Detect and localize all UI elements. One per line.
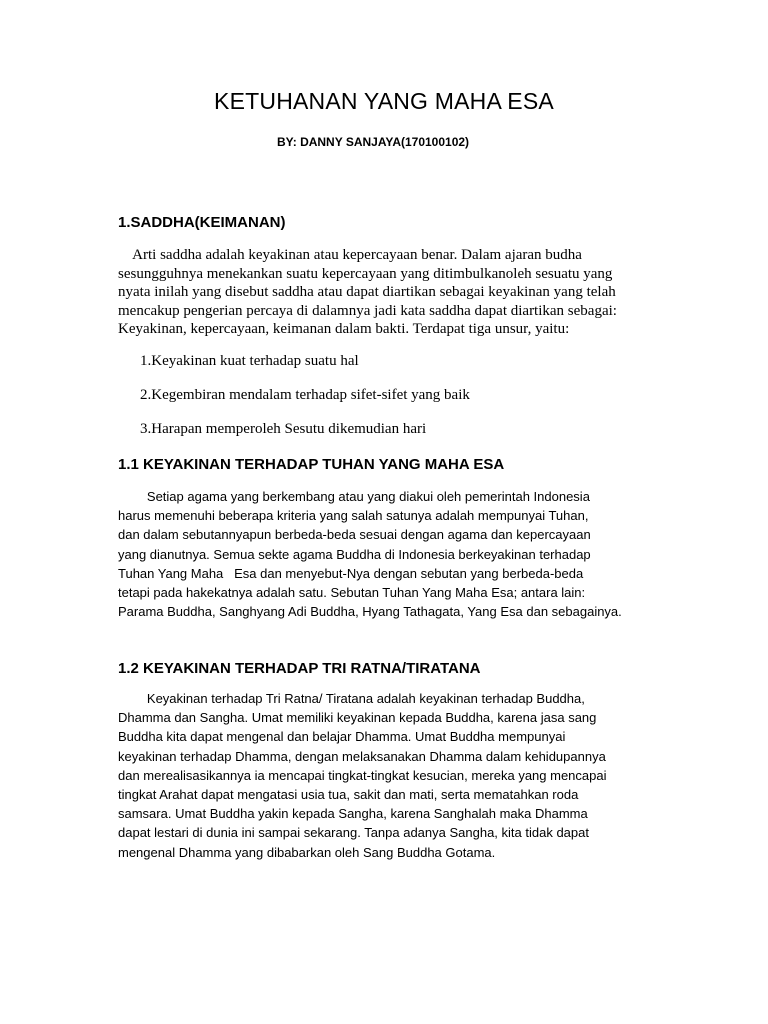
body-line: yang dianutnya. Semua sekte agama Buddha di Indonesia berkeyakinan terhadap — [118, 546, 591, 562]
section-heading-keyakinan-tuhan: 1.1 KEYAKINAN TERHADAP TUHAN YANG MAHA ESA — [118, 456, 505, 473]
body-line: Parama Buddha, Sanghyang Adi Buddha, Hyang Tathagata, Yang Esa dan sebagainya. — [118, 604, 622, 620]
document-title: KETUHANAN YANG MAHA ESA — [214, 88, 554, 114]
section-body-tri-ratna — [118, 689, 663, 862]
section-heading-tri-ratna: 1.2 KEYAKINAN TERHADAP TRI RATNA/TIRATANA — [118, 660, 481, 677]
section-heading-saddha: 1.SADDHA(KEIMANAN) — [118, 214, 286, 231]
body-line: tingkat Arahat dapat mengatasi usia tua, sakit dan mati, serta mematahkan roda — [118, 787, 579, 803]
body-line: dan dalam sebutannyapun berbeda-beda sesuai dengan agama dan kepercayaan — [118, 527, 591, 543]
body-line: Buddha kita dapat mengenal dan belajar Dhamma. Umat Buddha mempunyai — [118, 729, 566, 745]
section-body-saddha — [118, 246, 663, 339]
body-line: Dhamma dan Sangha. Umat memiliki keyakinan kepada Buddha, karena jasa sang — [118, 710, 597, 726]
section-body-keyakinan-tuhan — [118, 487, 663, 621]
body-line: tetapi pada hakekatnya adalah satu. Sebutan Tuhan Yang Maha Esa; antara lain: — [118, 585, 586, 601]
body-line: samsara. Umat Buddha yakin kepada Sangha, karena Sanghalah maka Dhamma — [118, 806, 588, 822]
body-line: harus memenuhi beberapa kriteria yang salah satunya adalah mempunyai Tuhan, — [118, 508, 589, 524]
body-line: sesungguhnya menekankan suatu kepercayaan yang ditimbulkanoleh sesuatu yang — [118, 265, 613, 282]
body-line: dapat lestari di dunia ini sampai sekarang. Tanpa adanya Sangha, kita tidak dapat — [118, 825, 589, 841]
body-line: Keyakinan, kepercayaan, keimanan dalam bakti. Terdapat tiga unsur, yaitu: — [118, 321, 570, 338]
body-line: keyakinan terhadap Dhamma, dengan melaksanakan Dhamma dalam kehidupannya — [118, 748, 606, 764]
list-item: 3.Harapan memperoleh Sesutu dikemudian hari — [140, 421, 427, 437]
list-item: 1.Keyakinan kuat terhadap suatu hal — [140, 353, 359, 369]
body-line: Tuhan Yang Maha Esa dan menyebut-Nya dengan sebutan yang berbeda-beda — [118, 565, 584, 581]
body-line: mengenal Dhamma yang dibabarkan oleh Sang Buddha Gotama. — [118, 844, 496, 860]
body-line: Arti saddha adalah keyakinan atau kepercayaan benar. Dalam ajaran budha — [118, 247, 582, 263]
body-line: mencakup pengerian percaya di dalamnya jadi kata saddha dapat diartikan sebagai: — [118, 302, 617, 319]
author-byline: BY: DANNY SANJAYA(170100102) — [276, 135, 470, 149]
list-item: 2.Kegembiran mendalam terhadap sifet-sifet yang baik — [140, 387, 470, 403]
body-line: dan merealisasikannya ia mencapai tingkat-tingkat kesucian, mereka yang mencapai — [118, 767, 607, 783]
body-line: Keyakinan terhadap Tri Ratna/ Tiratana adalah keyakinan terhadap Buddha, — [118, 691, 585, 706]
body-line: nyata inilah yang disebut saddha atau dapat diartikan sebagai keyakinan yang telah — [118, 284, 616, 301]
body-line: Setiap agama yang berkembang atau yang diakui oleh pemerintah Indonesia — [118, 489, 590, 504]
